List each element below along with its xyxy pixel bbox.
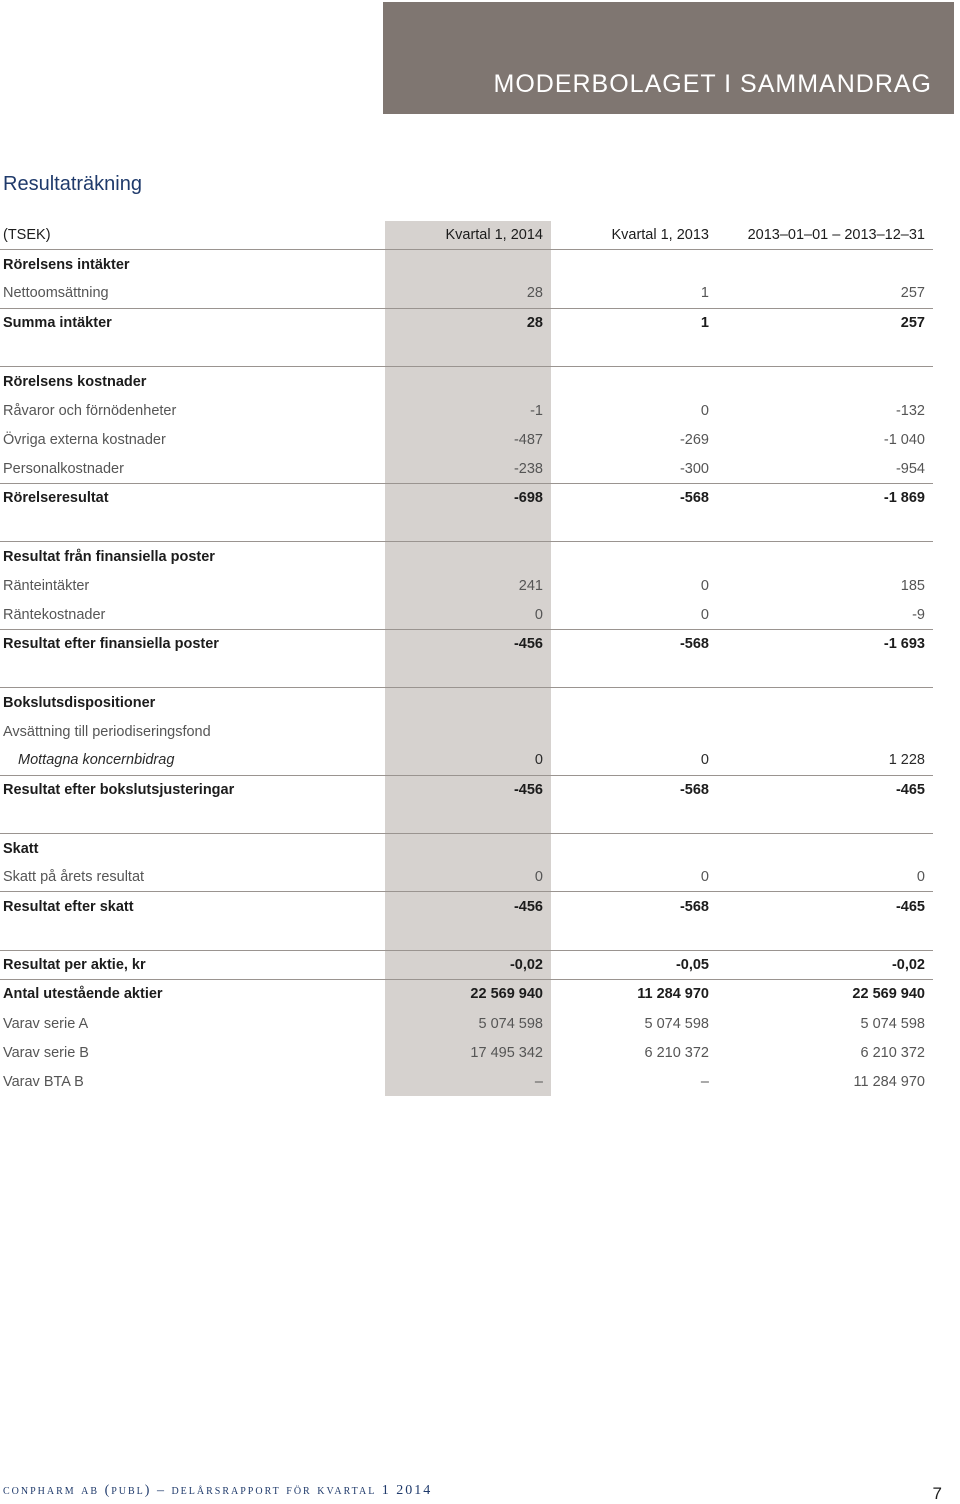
row-label: Ränteintäkter [3,577,90,594]
cell-value: -269 [679,431,709,448]
cell-value: -0,02 [891,956,925,973]
row-label: Varav BTA B [3,1074,84,1091]
spacer-row [0,805,933,834]
table-row [0,951,933,980]
table-row [0,834,933,863]
cell-value: -0,05 [675,956,709,973]
table-row [0,367,933,396]
row-label: Varav serie B [3,1044,89,1061]
cell-value: -487 [513,431,543,448]
row-label: Personalkostnader [3,460,124,477]
cell-value: 0 [534,606,543,623]
cell-value: -1 869 [883,490,925,507]
table-row [0,571,933,600]
table-row [0,309,933,338]
table-row [0,1038,933,1067]
table-row [0,746,933,775]
table-row [0,717,933,746]
spacer-row [0,338,933,367]
cell-value: -9 [912,606,925,623]
cell-value: -954 [895,460,925,477]
table-row [0,630,933,659]
cell-value: -456 [513,898,543,915]
row-label: Räntekostnader [3,606,106,623]
row-label: Rörelsens kostnader [3,373,147,390]
cell-value: 257 [900,285,925,302]
cell-value: 22 569 940 [470,986,543,1003]
row-label: Nettoomsättning [3,285,109,302]
cell-value: -456 [513,636,543,653]
cell-value: 22 569 940 [852,986,925,1003]
cell-value: 0 [700,869,709,886]
cell-value: 6 210 372 [644,1044,709,1061]
cell-value: -465 [895,782,925,799]
row-label: Resultat från finansiella poster [3,548,215,565]
row-label: Övriga externa kostnader [3,431,166,448]
cell-value: 11 284 970 [637,986,709,1003]
spacer-row [0,513,933,542]
row-label: Mottagna koncernbidrag [18,752,175,769]
header-col1: Kvartal 1, 2014 [445,227,543,244]
row-label: Resultat efter finansiella poster [3,636,219,653]
cell-value: -698 [513,490,543,507]
cell-value: 185 [900,577,925,594]
header-label: (TSEK) [3,227,51,244]
cell-value: 1 [700,285,709,302]
spacer-row [0,659,933,688]
cell-value: 0 [916,869,925,886]
row-label: Resultat efter skatt [3,898,134,915]
income-statement-table [0,221,933,1097]
row-label: Skatt [3,840,39,857]
table-row [0,863,933,892]
cell-value: -568 [679,898,709,915]
table-header-row [0,221,933,250]
cell-value: 1 [700,315,709,332]
table-row [0,542,933,571]
cell-value: -238 [513,460,543,477]
table-row [0,279,933,308]
cell-value: -1 693 [883,636,925,653]
cell-value: 241 [518,577,543,594]
banner-title: MODERBOLAGET I SAMMANDRAG [493,70,932,98]
table-row [0,600,933,629]
row-label: Resultat efter bokslutsjusteringar [3,782,235,799]
row-label: Rörelseresultat [3,490,109,507]
row-label: Rörelsens intäkter [3,256,130,273]
table-row [0,980,933,1009]
cell-value: -1 [530,402,543,419]
cell-value: 0 [700,752,709,769]
cell-value: 257 [900,315,925,332]
cell-value: 28 [526,315,543,332]
table-row [0,1009,933,1038]
cell-value: – [534,1074,543,1091]
section-title: Resultaträkning [3,173,142,195]
row-label: Summa intäkter [3,315,112,332]
table-row [0,250,933,279]
row-label: Varav serie A [3,1015,89,1032]
cell-value: -568 [679,490,709,507]
row-label: Bokslutsdispositioner [3,694,156,711]
cell-value: 17 495 342 [470,1044,543,1061]
cell-value: -465 [895,898,925,915]
spacer-row [0,922,933,951]
cell-value: -568 [679,636,709,653]
cell-value: -0,02 [509,956,543,973]
cell-value: 0 [700,606,709,623]
cell-value: 5 074 598 [860,1015,925,1032]
table-row [0,484,933,513]
footer-text: conpharm ab (publ) – delårsrapport för kvartal 1 2014 [3,1483,433,1498]
table-row [0,892,933,921]
cell-value: 1 228 [888,752,925,769]
header-banner [383,2,954,114]
table-row [0,396,933,425]
cell-value: 5 074 598 [478,1015,543,1032]
cell-value: 0 [700,402,709,419]
cell-value: 0 [700,577,709,594]
header-col2: Kvartal 1, 2013 [611,227,709,244]
cell-value: -300 [679,460,709,477]
table-row [0,455,933,484]
cell-value: 28 [526,285,543,302]
cell-value: -1 040 [883,431,925,448]
cell-value: – [700,1074,709,1091]
cell-value: -132 [895,402,925,419]
row-label: Resultat per aktie, kr [3,956,146,973]
cell-value: 11 284 970 [853,1074,925,1091]
page-number: 7 [932,1484,942,1503]
table-row [0,776,933,805]
cell-value: 0 [534,752,543,769]
row-label: Avsättning till periodiseringsfond [3,723,211,740]
table-row [0,688,933,717]
cell-value: -456 [513,782,543,799]
cell-value: 5 074 598 [644,1015,709,1032]
row-label: Skatt på årets resultat [3,869,145,886]
cell-value: -568 [679,782,709,799]
table-row [0,425,933,454]
table-row [0,1067,933,1096]
header-col3: 2013–01–01 – 2013–12–31 [747,227,925,244]
cell-value: 6 210 372 [860,1044,925,1061]
cell-value: 0 [534,869,543,886]
row-label: Antal utestående aktier [3,986,163,1003]
row-label: Råvaror och förnödenheter [3,402,177,419]
